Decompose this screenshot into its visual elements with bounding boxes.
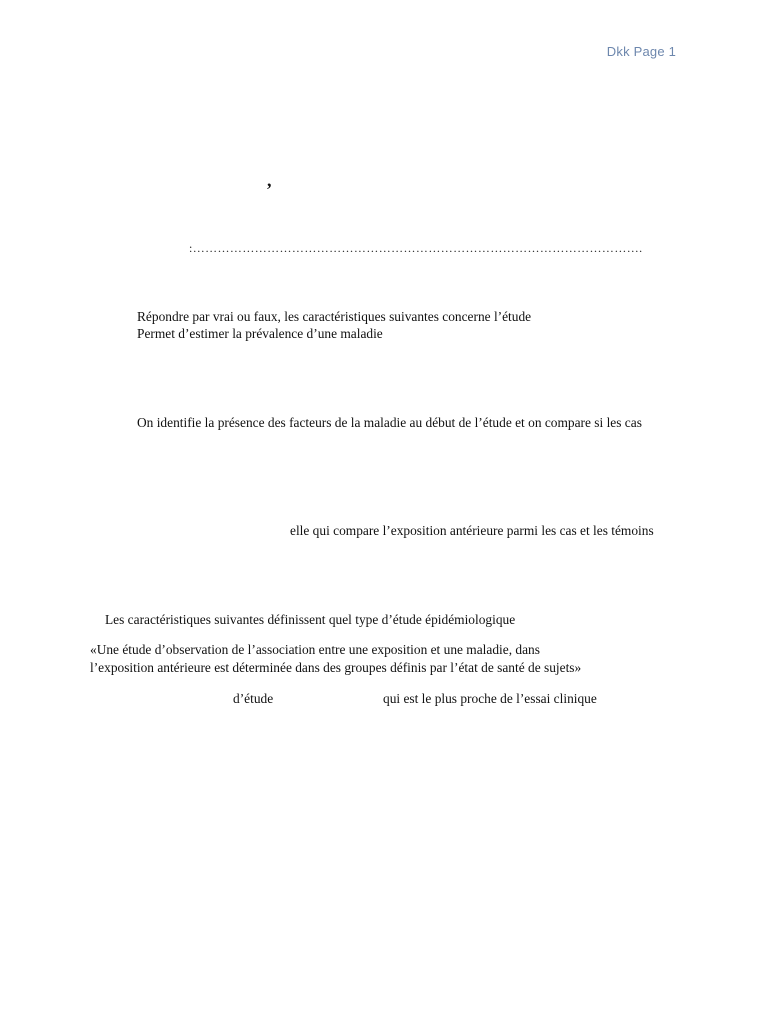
quote-line-1: «Une étude d’observation de l’association entre une exposition et une maladie, dans bbox=[90, 642, 540, 657]
question-instruction: Répondre par vrai ou faux, les caractéristiques suivantes concerne l’étude bbox=[137, 309, 532, 324]
quote-line-2: l’exposition antérieure est déterminée dans des groupes définis par l’état de santé de sujets» bbox=[90, 660, 582, 675]
answer-dotted-line: :………………………………………………………………………………………………. bbox=[189, 241, 643, 255]
question-item-prevalence: Permet d’estimer la prévalence d’une maladie bbox=[137, 326, 383, 341]
question-fragment-clinical: qui est le plus proche de l’essai clinique bbox=[383, 691, 597, 706]
question-study-type: Les caractéristiques suivantes définissent quel type d’étude épidémiologique bbox=[105, 612, 516, 627]
stray-comma: , bbox=[267, 170, 272, 190]
question-item-factors: On identifie la présence des facteurs de la maladie au début de l’étude et on compare si les cas bbox=[137, 415, 642, 430]
page-header: Dkk Page 1 bbox=[606, 44, 676, 59]
question-fragment-etude: d’étude bbox=[233, 691, 274, 706]
question-item-exposure: elle qui compare l’exposition antérieure parmi les cas et les témoins bbox=[290, 523, 654, 538]
